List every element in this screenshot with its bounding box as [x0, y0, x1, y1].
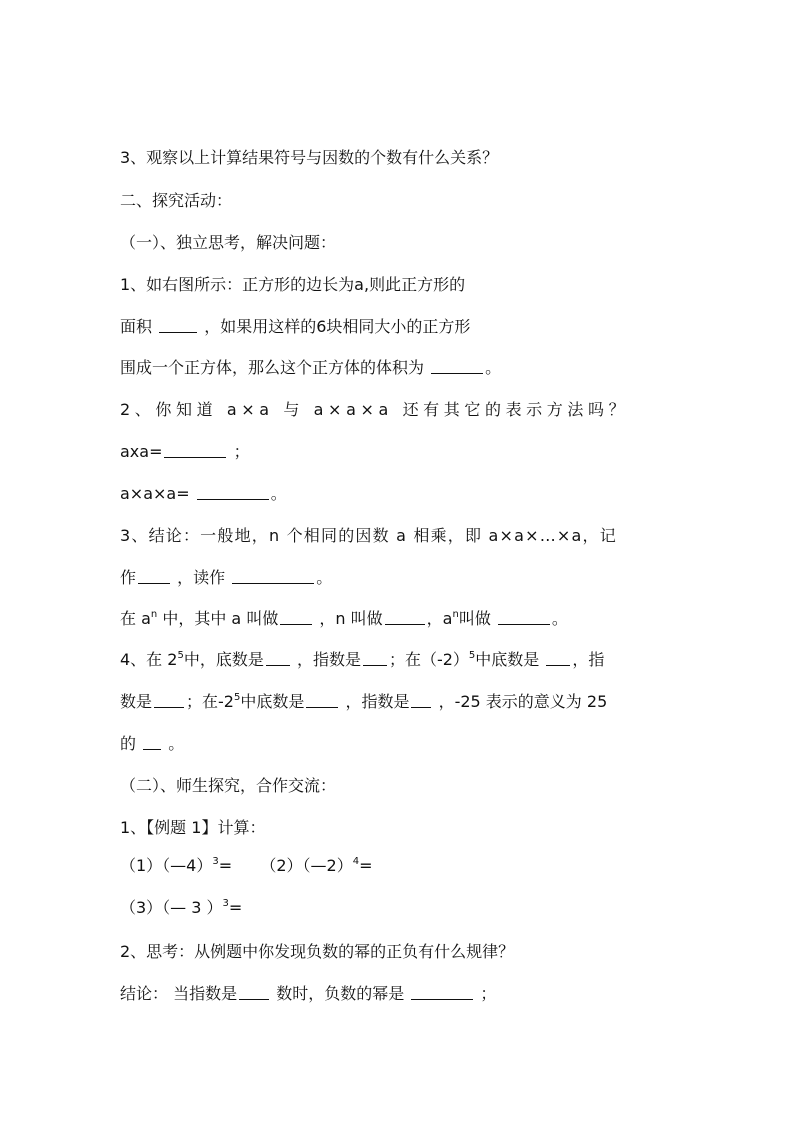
item-2-question: 2、你知道 a×a 与 a×a×a 还有其它的表示方法吗？: [120, 400, 630, 419]
answer-blank-base-2[interactable]: [546, 650, 570, 666]
item-4-line-3: 的 。: [120, 734, 185, 753]
answer-blank-area[interactable]: [159, 317, 197, 333]
item-1-line-2: 面积 ，如果用这样的6块相同大小的正方形: [120, 317, 471, 336]
answer-blank-base-1[interactable]: [266, 650, 290, 666]
answer-blank-parity[interactable]: [239, 984, 269, 1000]
item-1-line-1: 1、如右图所示：正方形的边长为a,则此正方形的: [120, 275, 466, 294]
section-heading-activity: 二、探究活动：: [120, 191, 233, 210]
answer-blank-sign[interactable]: [411, 984, 473, 1000]
example-1-parts-1-2: （1）（—4）$^3$= （2）（—2）$^4$=: [120, 855, 373, 875]
answer-blank-base-name[interactable]: [280, 609, 312, 625]
item-2-answer-2: a×a×a= 。: [120, 484, 287, 503]
answer-blank-volume[interactable]: [431, 358, 483, 374]
subsection-heading-1: （一）、独立思考，解决问题：: [120, 233, 337, 252]
answer-blank-axaxa[interactable]: [197, 484, 269, 500]
item-4-line-1: 4、在 $2^5$中，底数是 ，指数是 ；在$(-2)^5$中底数是 ，指: [120, 649, 605, 669]
answer-blank-power-name[interactable]: [498, 609, 550, 625]
think-question: 2、思考：从例题中你发现负数的幂的正负有什么规律？: [120, 942, 515, 961]
item-2-answer-1: axa= ；: [120, 442, 250, 461]
answer-blank-meaning[interactable]: [143, 734, 161, 750]
question-3-sign-relation: 3、观察以上计算结果符号与因数的个数有什么关系？: [120, 148, 499, 167]
answer-blank-axa[interactable]: [164, 442, 226, 458]
item-4-line-2: 数是 ；在$-2^5$中底数是 ，指数是 ，-25 表示的意义为 25: [120, 691, 608, 711]
item-1-line-3: 围成一个正方体，那么这个正方体的体积为 。: [120, 358, 502, 377]
answer-blank-notation[interactable]: [138, 568, 170, 584]
example-1-heading: 1、【例题 1】计算：: [120, 818, 266, 837]
subsection-heading-2: （二）、师生探究，合作交流：: [120, 776, 337, 795]
answer-blank-exponent-1[interactable]: [363, 650, 387, 666]
answer-blank-base-3[interactable]: [306, 692, 338, 708]
answer-blank-reading[interactable]: [232, 568, 314, 584]
conclusion-line: 结论： 当指数是 数时，负数的幂是 ；: [120, 984, 497, 1003]
item-3-conclusion: 3、结论：一般地，n 个相同的因数 a 相乘，即 a×a×…×a，记: [120, 526, 617, 545]
answer-blank-exponent-name[interactable]: [385, 609, 425, 625]
answer-blank-exponent-3[interactable]: [411, 692, 431, 708]
item-3-line-3: 在 $a^n$ 中，其中 a 叫做 ，n 叫做 ，$a^n$叫做 。: [120, 608, 568, 628]
item-3-line-2: 作 ，读作 。: [120, 568, 333, 587]
example-1-part-3: （3）（— 3 ）$^3$=: [120, 897, 243, 917]
answer-blank-exponent-2[interactable]: [154, 692, 184, 708]
